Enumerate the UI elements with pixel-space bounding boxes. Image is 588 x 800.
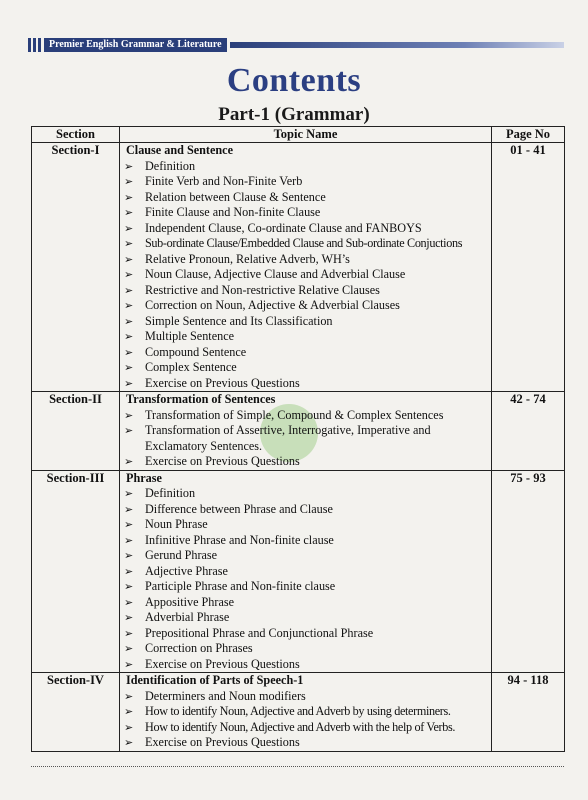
section-label: Section-III bbox=[32, 470, 120, 673]
list-item: ➢ Infinitive Phrase and Non-finite clause bbox=[124, 533, 491, 549]
list-item: ➢ Complex Sentence bbox=[124, 360, 491, 376]
page-range: 75 - 93 bbox=[492, 470, 565, 673]
topic-cell bbox=[120, 470, 492, 673]
chapter-title: Transformation of Sentences bbox=[126, 392, 276, 406]
part-title: Part-1 (Grammar) bbox=[218, 104, 370, 125]
section-label: Section-II bbox=[32, 392, 120, 471]
page-range: 94 - 118 bbox=[492, 673, 565, 752]
list-item: ➢ Restrictive and Non-restrictive Relative Clauses bbox=[124, 283, 491, 299]
list-item: ➢ Correction on Phrases bbox=[124, 641, 491, 657]
list-item: ➢ How to identify Noun, Adjective and Adverb with the help of Verbs. bbox=[124, 720, 491, 736]
list-item: ➢ How to identify Noun, Adjective and Adverb by using determiners. bbox=[124, 704, 491, 720]
list-item: ➢ Finite Clause and Non-finite Clause bbox=[124, 205, 491, 221]
list-item: ➢ Sub-ordinate Clause/Embedded Clause and Sub-ordinate Conjuctions bbox=[124, 236, 491, 252]
list-item: ➢ Relative Pronoun, Relative Adverb, WH’s bbox=[124, 252, 491, 268]
table-row bbox=[32, 392, 565, 471]
list-item: ➢ Exercise on Previous Questions bbox=[124, 735, 491, 751]
header-stripes bbox=[28, 38, 41, 52]
list-item: ➢ Noun Clause, Adjective Clause and Adverbial Clause bbox=[124, 267, 491, 283]
list-item: ➢ Determiners and Noun modifiers bbox=[124, 689, 491, 705]
list-item: ➢ Finite Verb and Non-Finite Verb bbox=[124, 174, 491, 190]
page-range: 42 - 74 bbox=[492, 392, 565, 471]
list-item: ➢ Appositive Phrase bbox=[124, 595, 491, 611]
chapter-title: Clause and Sentence bbox=[126, 143, 233, 157]
page-range: 01 - 41 bbox=[492, 143, 565, 392]
list-item: ➢ Difference between Phrase and Clause bbox=[124, 502, 491, 518]
list-item: ➢ Transformation of Simple, Compound & Complex Sentences bbox=[124, 408, 491, 424]
section-label: Section-I bbox=[32, 143, 120, 392]
footer-divider bbox=[31, 766, 564, 767]
section-label: Section-IV bbox=[32, 673, 120, 752]
header-rule bbox=[230, 42, 564, 48]
chapter-title: Identification of Parts of Speech-1 bbox=[126, 673, 304, 687]
book-header-bar bbox=[28, 38, 564, 52]
list-item: ➢ Multiple Sentence bbox=[124, 329, 491, 345]
list-item: ➢ Exercise on Previous Questions bbox=[124, 657, 491, 673]
section-column-header: Section bbox=[32, 127, 120, 143]
list-item: ➢ Adverbial Phrase bbox=[124, 610, 491, 626]
table-row bbox=[32, 673, 565, 752]
topic-column-header: Topic Name bbox=[120, 127, 492, 143]
list-item: ➢ Noun Phrase bbox=[124, 517, 491, 533]
list-item: ➢ Compound Sentence bbox=[124, 345, 491, 361]
list-item: ➢ Exercise on Previous Questions bbox=[124, 454, 491, 470]
contents-table bbox=[31, 126, 565, 752]
list-item: ➢ Definition bbox=[124, 159, 491, 175]
list-item: ➢ Definition bbox=[124, 486, 491, 502]
list-item: ➢ Exercise on Previous Questions bbox=[124, 376, 491, 392]
list-item: ➢ Gerund Phrase bbox=[124, 548, 491, 564]
book-title-label: Premier English Grammar & Literature bbox=[44, 38, 227, 52]
list-item: ➢ Transformation of Assertive, Interrogative, Imperative and Exclamatory Sentences. bbox=[124, 423, 491, 454]
list-item: ➢ Independent Clause, Co-ordinate Clause and FANBOYS bbox=[124, 221, 491, 237]
table-row bbox=[32, 470, 565, 673]
list-item: ➢ Participle Phrase and Non-finite clause bbox=[124, 579, 491, 595]
topic-cell bbox=[120, 392, 492, 471]
list-item: ➢ Adjective Phrase bbox=[124, 564, 491, 580]
topic-cell bbox=[120, 143, 492, 392]
list-item: ➢ Simple Sentence and Its Classification bbox=[124, 314, 491, 330]
chapter-title: Phrase bbox=[126, 470, 162, 485]
page-title: Contents bbox=[226, 62, 362, 99]
table-row bbox=[32, 143, 565, 392]
topic-cell bbox=[120, 673, 492, 752]
list-item: ➢ Relation between Clause & Sentence bbox=[124, 190, 491, 206]
list-item: ➢ Prepositional Phrase and Conjunctional Phrase bbox=[124, 626, 491, 642]
page-column-header: Page No bbox=[492, 127, 565, 143]
list-item: ➢ Correction on Noun, Adjective & Adverbial Clauses bbox=[124, 298, 491, 314]
table-header-row bbox=[32, 127, 565, 143]
